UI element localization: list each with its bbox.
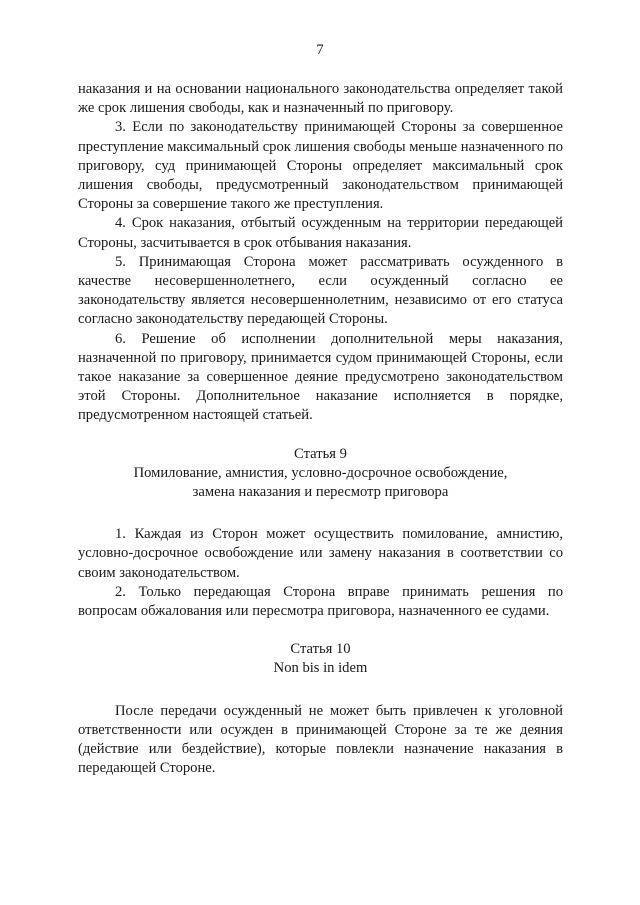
spacer bbox=[78, 621, 563, 640]
article-9-title-line-2: замена наказания и пересмотр приговора bbox=[192, 484, 449, 501]
article-10-number: Статья 10 bbox=[290, 641, 351, 658]
spacer bbox=[78, 679, 563, 702]
paragraph-4: 4. Срок наказания, отбытый осужденным на территории передающей Стороны, засчитывается в срок отбывания наказания. bbox=[78, 215, 563, 251]
article-9-number: Статья 9 bbox=[294, 445, 347, 462]
article-10-paragraph: После передачи осужденный не может быть привлечен к уголовной ответственности или осужден в принимающей Стороне за те же деяния (действие или бездействие), которые повлекли назначение наказания в передающей Стороне. bbox=[78, 702, 563, 777]
paragraph-5: 5. Принимающая Сторона может рассматривать осужденного в качестве несовершеннолетнего, если осужденный согласно ее законодательству является несовершеннолетним, независимо от его статуса согласно законодательству передающей Стороны. bbox=[78, 253, 563, 328]
continuation-paragraph: наказания и на основании национального законодательства определяет такой же срок лишения свободы, как и назначенный по приговору. bbox=[78, 81, 563, 117]
spacer bbox=[78, 426, 563, 445]
paragraph-6: 6. Решение об исполнении дополнительной меры наказания, назначенной по приговору, принимается судом принимающей Стороны, если такое наказание за совершенное деяние предусмотрено законодательством этой Стороны. Дополнительное наказание исполняется в порядке, предусмотренном настоящей статьей. bbox=[78, 330, 563, 424]
article-9-title-line-1: Помилование, амнистия, условно-досрочное освобождение, bbox=[133, 464, 508, 481]
article-10-title: Non bis in idem bbox=[273, 660, 368, 677]
document-body bbox=[78, 80, 563, 779]
article-9-paragraph-1: 1. Каждая из Сторон может осуществить помилование, амнистию, условно-досрочное освобождение или замену наказания в соответствии со своим законодательством. bbox=[78, 526, 563, 581]
spacer bbox=[78, 502, 563, 525]
page-number: 7 bbox=[316, 42, 324, 58]
paragraph-3: 3. Если по законодательству принимающей Стороны за совершенное преступление максимальный срок лишения свободы меньше назначенного по приговору, суд принимающей Стороны определяет максимальный срок лишения свободы, предусмотренный законодательством принимающей Стороны за совершение такого же преступления. bbox=[78, 119, 563, 213]
article-9-paragraph-2: 2. Только передающая Сторона вправе принимать решения по вопросам обжалования или пересмотра приговора, назначенного ее судами. bbox=[78, 583, 563, 620]
